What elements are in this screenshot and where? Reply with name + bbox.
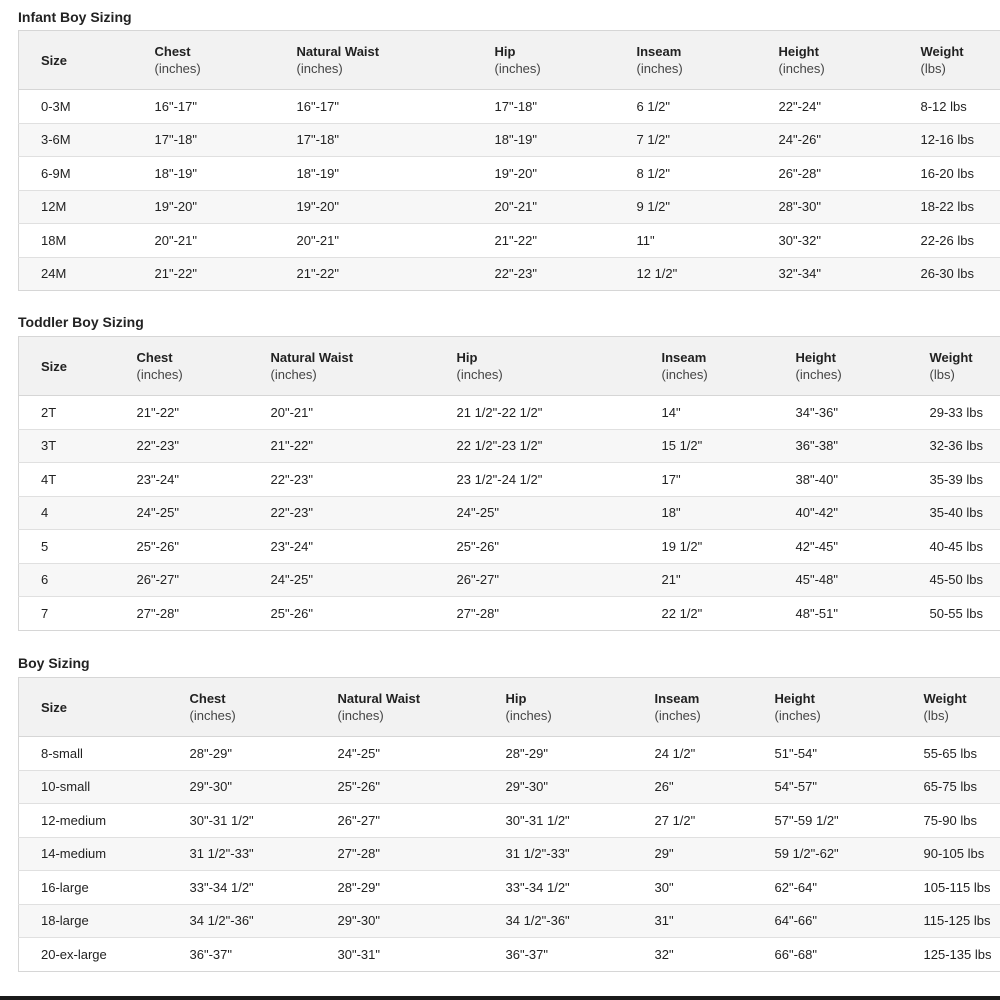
table-cell: 65-75 lbs: [902, 770, 1000, 804]
column-header-label: Weight: [923, 691, 967, 706]
table-cell: 34 1/2"-36": [484, 904, 633, 938]
column-header-unit: (inches): [795, 367, 842, 382]
column-header-height: [774, 337, 908, 396]
column-header-label: Hip: [456, 350, 478, 365]
table-cell: 26"-28": [757, 157, 899, 191]
table-cell: 31 1/2"-33": [168, 837, 316, 871]
table-cell: 29"-30": [316, 904, 484, 938]
table-row: [19, 190, 1000, 224]
table-cell: 29": [633, 837, 753, 871]
table-cell: 17"-18": [275, 123, 473, 157]
table-row: [19, 804, 1000, 838]
table-cell: 30"-31": [337, 946, 380, 962]
column-header-label: Hip: [505, 691, 527, 706]
column-header-weight: [908, 337, 1000, 396]
size-cell: 4T: [19, 463, 115, 497]
table-cell: 19 1/2": [640, 530, 774, 564]
column-header-label: Weight: [929, 350, 973, 365]
boy-size-table: [18, 677, 1000, 972]
column-header-label: Weight: [920, 44, 964, 59]
table-cell: 25"-26": [270, 605, 313, 621]
column-header-unit: (inches): [189, 708, 236, 723]
table-cell: 29"-30": [484, 770, 633, 804]
table-cell: 28"-30": [757, 190, 899, 224]
size-cell: 10-small: [19, 770, 168, 804]
table-cell: 22"-23": [115, 429, 249, 463]
table-cell: 62"-64": [753, 871, 902, 905]
table-cell: 22"-23": [249, 463, 435, 497]
table-cell: 51"-54": [753, 737, 902, 771]
table-cell: 22-26 lbs: [899, 224, 1000, 258]
column-header-hip: [473, 31, 615, 90]
table-cell: 24"-25": [249, 563, 435, 597]
table-cell: 22"-24": [757, 90, 899, 124]
column-header-natural-waist: [249, 337, 435, 396]
table-cell: 55-65 lbs: [902, 737, 1000, 771]
table-row: [19, 563, 1000, 597]
table-header-row: [19, 678, 1000, 737]
column-header-chest: [168, 678, 316, 737]
table-row: [19, 496, 1000, 530]
table-cell: 115-125 lbs: [902, 904, 1000, 938]
table-cell: 33"-34 1/2": [484, 871, 633, 905]
column-header-unit: (lbs): [929, 367, 955, 382]
size-cell: 24M: [19, 257, 133, 291]
bottom-divider: [0, 996, 1000, 1000]
table-cell: 25"-26": [115, 530, 249, 564]
table-cell: 27 1/2": [633, 804, 753, 838]
table-cell: 20"-21": [473, 190, 615, 224]
column-header-unit: (inches): [774, 708, 821, 723]
table-cell: 28"-29": [168, 737, 316, 771]
table-cell: 26": [633, 770, 753, 804]
table-row: [19, 90, 1000, 124]
column-header-label: Natural Waist: [337, 691, 421, 706]
boy-section-title: Boy Sizing: [18, 655, 90, 671]
column-header-natural-waist: [316, 678, 484, 737]
table-cell: 27"-28": [316, 837, 484, 871]
table-cell: 32": [654, 946, 674, 962]
table-cell: 18"-19": [133, 157, 275, 191]
table-row: [19, 904, 1000, 938]
table-cell: 21 1/2"-22 1/2": [435, 396, 640, 430]
table-cell: 31 1/2"-33": [484, 837, 633, 871]
table-cell: 57"-59 1/2": [753, 804, 902, 838]
size-cell: 3T: [19, 429, 115, 463]
size-cell: 6-9M: [19, 157, 133, 191]
table-cell: 23"-24": [115, 463, 249, 497]
table-cell: 45-50 lbs: [908, 563, 1000, 597]
column-header-unit: (inches): [661, 367, 708, 382]
table-cell: 34 1/2"-36": [168, 904, 316, 938]
table-cell: 7 1/2": [615, 123, 757, 157]
table-cell: 40-45 lbs: [908, 530, 1000, 564]
table-row: [19, 871, 1000, 905]
table-cell: 30": [633, 871, 753, 905]
table-cell: 17"-18": [133, 123, 275, 157]
table-cell: 24"-26": [757, 123, 899, 157]
table-cell: 26"-27": [316, 804, 484, 838]
table-cell: 38"-40": [774, 463, 908, 497]
table-cell: 48"-51": [795, 605, 838, 621]
table-cell: 34"-36": [774, 396, 908, 430]
size-column-header: [19, 31, 133, 90]
column-header-unit: (inches): [456, 367, 503, 382]
table-cell: 12 1/2": [615, 257, 757, 291]
table-cell: 125-135 lbs: [923, 946, 992, 962]
table-cell: 19"-20": [133, 190, 275, 224]
table-cell: 8-12 lbs: [899, 90, 1000, 124]
size-cell: 5: [19, 530, 115, 564]
table-cell: 19"-20": [473, 157, 615, 191]
column-header-label: Chest: [189, 691, 226, 706]
column-header-chest: [133, 31, 275, 90]
table-cell: 15 1/2": [640, 429, 774, 463]
size-cell: 4: [19, 496, 115, 530]
table-row: [19, 429, 1000, 463]
column-header-natural-waist: [275, 31, 473, 90]
table-cell: 16"-17": [133, 90, 275, 124]
column-header-unit: (inches): [505, 708, 552, 723]
column-header-unit: (lbs): [923, 708, 949, 723]
column-header-chest: [115, 337, 249, 396]
column-header-unit: (inches): [154, 61, 201, 76]
size-cell: 20-ex-large: [41, 946, 107, 962]
table-cell: 9 1/2": [615, 190, 757, 224]
column-header-unit: (inches): [270, 367, 317, 382]
table-cell: 66"-68": [774, 946, 817, 962]
table-cell: 21"-22": [133, 257, 275, 291]
table-cell: 22 1/2": [661, 605, 703, 621]
table-cell: 16"-17": [275, 90, 473, 124]
size-column-header: [19, 337, 115, 396]
table-cell: 26-30 lbs: [899, 257, 1000, 291]
size-column-header: [19, 678, 168, 737]
table-cell: 24"-25": [316, 737, 484, 771]
table-cell: 90-105 lbs: [902, 837, 1000, 871]
column-header-unit: (inches): [778, 61, 825, 76]
column-header-label: Chest: [136, 350, 173, 365]
table-cell: 22"-23": [473, 257, 615, 291]
table-row: [19, 938, 1000, 972]
table-cell: 28"-29": [316, 871, 484, 905]
size-cell: 6: [19, 563, 115, 597]
column-header-label: Hip: [494, 44, 516, 59]
table-cell: 27"-28": [136, 605, 179, 621]
table-cell: 25"-26": [316, 770, 484, 804]
table-cell: 30"-32": [757, 224, 899, 258]
table-row: [19, 463, 1000, 497]
column-header-weight: [899, 31, 1000, 90]
table-row: [19, 737, 1000, 771]
column-header-label: Inseam: [654, 691, 700, 706]
infant-section-title: Infant Boy Sizing: [18, 9, 132, 25]
table-cell: 26"-27": [435, 563, 640, 597]
table-cell: 8 1/2": [615, 157, 757, 191]
table-cell: 42"-45": [774, 530, 908, 564]
table-cell: 35-40 lbs: [908, 496, 1000, 530]
size-cell: 16-large: [19, 871, 168, 905]
table-row: [19, 396, 1000, 430]
table-cell: 21": [640, 563, 774, 597]
column-header-unit: (inches): [296, 61, 343, 76]
column-header-height: [753, 678, 902, 737]
column-header-label: Chest: [154, 44, 191, 59]
table-cell: 31": [633, 904, 753, 938]
table-cell: 32-36 lbs: [908, 429, 1000, 463]
table-cell: 20"-21": [249, 396, 435, 430]
table-cell: 11": [615, 224, 757, 258]
column-header-height: [757, 31, 899, 90]
size-cell: 12M: [19, 190, 133, 224]
table-cell: 75-90 lbs: [902, 804, 1000, 838]
table-header-row: [19, 31, 1000, 90]
column-header-label: Natural Waist: [270, 350, 354, 365]
column-header-label: Size: [41, 358, 68, 374]
column-header-label: Size: [41, 699, 68, 715]
table-cell: 28"-29": [484, 737, 633, 771]
column-header-weight: [902, 678, 1000, 737]
table-cell: 22 1/2"-23 1/2": [435, 429, 640, 463]
column-header-label: Height: [795, 350, 836, 365]
size-cell: 18M: [19, 224, 133, 258]
table-cell: 23"-24": [249, 530, 435, 564]
column-header-unit: (inches): [494, 61, 541, 76]
table-row: [19, 530, 1000, 564]
table-cell: 30"-31 1/2": [484, 804, 633, 838]
table-cell: 36"-38": [774, 429, 908, 463]
table-cell: 18"-19": [473, 123, 615, 157]
size-cell: 14-medium: [19, 837, 168, 871]
table-cell: 21"-22": [115, 396, 249, 430]
table-cell: 24"-25": [435, 496, 640, 530]
table-cell: 24"-25": [115, 496, 249, 530]
table-cell: 22"-23": [249, 496, 435, 530]
table-row: [19, 257, 1000, 291]
table-cell: 33"-34 1/2": [168, 871, 316, 905]
table-cell: 50-55 lbs: [929, 605, 983, 621]
table-cell: 45"-48": [774, 563, 908, 597]
column-header-inseam: [640, 337, 774, 396]
column-header-inseam: [633, 678, 753, 737]
column-header-unit: (inches): [636, 61, 683, 76]
table-cell: 29"-30": [168, 770, 316, 804]
column-header-label: Inseam: [661, 350, 707, 365]
size-cell: 8-small: [19, 737, 168, 771]
size-cell: 7: [41, 605, 49, 621]
toddler-size-table: [18, 336, 1000, 631]
table-cell: 12-16 lbs: [899, 123, 1000, 157]
column-header-label: Height: [774, 691, 815, 706]
size-cell: 2T: [19, 396, 115, 430]
size-cell: 3-6M: [19, 123, 133, 157]
infant-size-table: [18, 30, 1000, 291]
table-cell: 25"-26": [435, 530, 640, 564]
column-header-label: Natural Waist: [296, 44, 380, 59]
table-cell: 21"-22": [473, 224, 615, 258]
column-header-hip: [435, 337, 640, 396]
table-cell: 64"-66": [753, 904, 902, 938]
table-cell: 59 1/2"-62": [753, 837, 902, 871]
table-cell: 105-115 lbs: [902, 871, 1000, 905]
size-cell: 0-3M: [19, 90, 133, 124]
table-cell: 32"-34": [757, 257, 899, 291]
table-row: [19, 597, 1000, 631]
table-cell: 14": [640, 396, 774, 430]
table-cell: 20"-21": [133, 224, 275, 258]
table-cell: 18": [640, 496, 774, 530]
column-header-unit: (inches): [337, 708, 384, 723]
table-cell: 20"-21": [275, 224, 473, 258]
table-cell: 18-22 lbs: [899, 190, 1000, 224]
table-cell: 21"-22": [249, 429, 435, 463]
column-header-label: Size: [41, 52, 68, 68]
column-header-unit: (inches): [136, 367, 183, 382]
table-row: [19, 157, 1000, 191]
table-header-row: [19, 337, 1000, 396]
table-cell: 30"-31 1/2": [168, 804, 316, 838]
table-row: [19, 123, 1000, 157]
table-cell: 26"-27": [115, 563, 249, 597]
column-header-unit: (inches): [654, 708, 701, 723]
size-cell: 18-large: [19, 904, 168, 938]
table-cell: 17": [640, 463, 774, 497]
column-header-label: Height: [778, 44, 819, 59]
table-cell: 16-20 lbs: [899, 157, 1000, 191]
column-header-inseam: [615, 31, 757, 90]
table-cell: 36"-37": [189, 946, 232, 962]
table-cell: 36"-37": [505, 946, 548, 962]
table-row: [19, 770, 1000, 804]
table-row: [19, 837, 1000, 871]
column-header-hip: [484, 678, 633, 737]
column-header-label: Inseam: [636, 44, 682, 59]
table-cell: 24 1/2": [633, 737, 753, 771]
table-cell: 19"-20": [275, 190, 473, 224]
table-cell: 35-39 lbs: [908, 463, 1000, 497]
table-cell: 29-33 lbs: [908, 396, 1000, 430]
toddler-section-title: Toddler Boy Sizing: [18, 314, 144, 330]
size-cell: 12-medium: [19, 804, 168, 838]
table-cell: 54"-57": [753, 770, 902, 804]
table-cell: 21"-22": [275, 257, 473, 291]
table-cell: 17"-18": [473, 90, 615, 124]
column-header-unit: (lbs): [920, 61, 946, 76]
table-cell: 18"-19": [275, 157, 473, 191]
table-cell: 27"-28": [456, 605, 499, 621]
table-cell: 40"-42": [774, 496, 908, 530]
table-cell: 6 1/2": [615, 90, 757, 124]
table-row: [19, 224, 1000, 258]
table-cell: 23 1/2"-24 1/2": [435, 463, 640, 497]
